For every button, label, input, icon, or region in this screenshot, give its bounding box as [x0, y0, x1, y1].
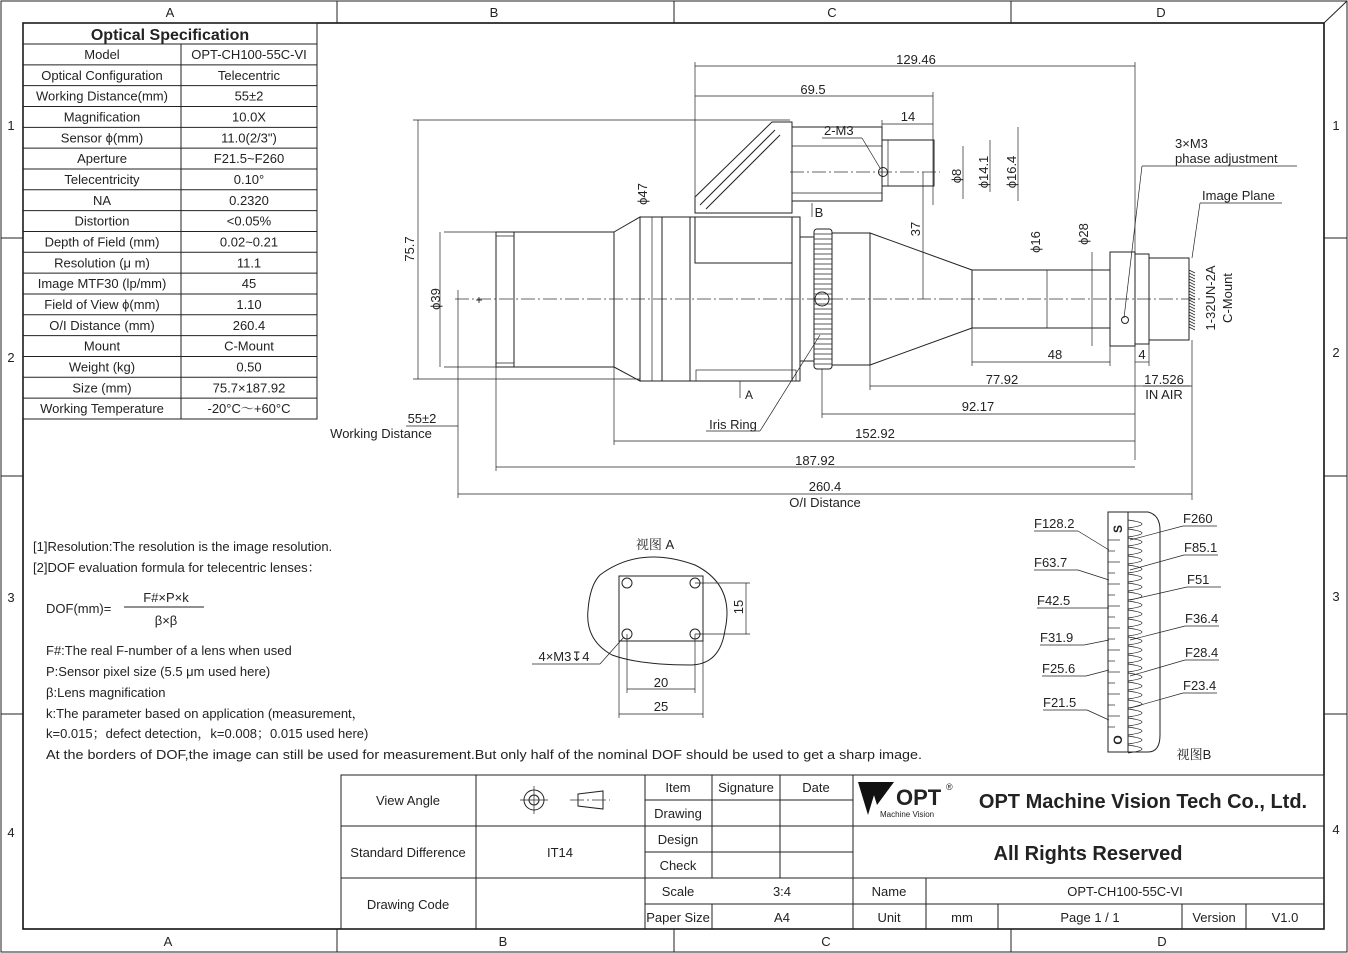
note-last: At the borders of DOF,the image can still be used for measurement.But only half of the nominal DOF should be used to get a sharp image.: [46, 747, 922, 762]
col-label: B: [498, 934, 508, 949]
row-label: 1: [1332, 118, 1340, 133]
company-name: OPT Machine Vision Tech Co., Ltd.: [978, 791, 1308, 813]
title-block: [341, 775, 1324, 929]
view-b-left-label: F42.5: [1037, 593, 1071, 608]
dim-129: 129.46: [896, 52, 936, 67]
drawing-code-label: Drawing Code: [366, 897, 450, 912]
row-label: 4: [7, 825, 15, 840]
col-label: D: [1157, 934, 1167, 949]
spec-value: 11.1: [236, 255, 262, 271]
spec-param: Size (mm): [72, 380, 132, 396]
spec-value: 0.2320: [229, 192, 269, 208]
dim-d16: ϕ16: [1028, 231, 1043, 253]
design-label: Design: [657, 832, 699, 847]
logo-text: OPT: [896, 785, 942, 810]
dim-4: 4: [1138, 347, 1146, 362]
view-b-left-label: F25.6: [1042, 661, 1076, 676]
view-b-left-label: F128.2: [1034, 516, 1075, 531]
iris-ring-label: Iris Ring: [709, 417, 757, 432]
scale-label: Scale: [661, 884, 695, 899]
col-label: B: [489, 5, 499, 20]
date-label: Date: [802, 780, 830, 795]
view-b-right-label: F36.4: [1185, 611, 1219, 626]
spec-value: Telecentric: [217, 67, 281, 83]
svg-text:®: ®: [946, 782, 953, 792]
unit-value: mm: [951, 910, 973, 925]
rights: All Rights Reserved: [993, 843, 1183, 865]
dim-48: 48: [1047, 347, 1063, 362]
view-b-right-label: F85.1: [1184, 540, 1218, 555]
spec-table: [23, 23, 317, 419]
signature-label: Signature: [718, 780, 774, 795]
spec-param: Weight (kg): [68, 359, 136, 375]
view-b-left-label: F63.7: [1034, 555, 1068, 570]
row-label: 3: [7, 590, 15, 605]
logo-sub: Machine Vision: [880, 810, 935, 819]
dim-14: 14: [900, 109, 916, 124]
view-a: [532, 537, 750, 718]
spec-value: 0.10°: [233, 171, 265, 187]
spec-value: C-Mount: [224, 338, 274, 354]
note-k1: k:The parameter based on application (measurement，: [46, 706, 365, 721]
spec-param: Telecentricity: [64, 171, 140, 187]
row-label: 2: [1332, 345, 1340, 360]
spec-value: 75.7×187.92: [212, 380, 286, 396]
view-b-right-label: F23.4: [1183, 678, 1217, 693]
dim-d141: ϕ14.1: [976, 155, 991, 189]
col-label: D: [1156, 5, 1166, 20]
spec-value: F21.5~F260: [213, 151, 285, 167]
dim-37: 37: [908, 221, 923, 237]
scale-value: 3:4: [772, 884, 792, 899]
spec-param: Model: [84, 47, 120, 62]
unit-label: Unit: [877, 910, 901, 925]
spec-param: Working Distance(mm): [36, 88, 168, 104]
dof-numerator: F#×P×k: [143, 590, 189, 605]
dim-7792: 77.92: [985, 372, 1019, 387]
view-b-title: 视图B: [1176, 747, 1212, 762]
view-b-right-label: F28.4: [1185, 645, 1219, 660]
dim-2m3: 2-M3: [824, 123, 854, 138]
paper-label: Paper Size: [646, 910, 710, 925]
spec-value: 11.0(2/3"): [221, 130, 277, 146]
row-label: 2: [7, 350, 15, 365]
dim-d28: ϕ28: [1076, 223, 1091, 245]
dim-d47: ϕ47: [635, 183, 650, 205]
spec-value: 10.0X: [232, 109, 266, 125]
spec-value: 260.4: [232, 317, 266, 333]
row-label: 1: [7, 118, 15, 133]
wd-value: 55±2: [407, 411, 437, 426]
svg-text:+: +: [475, 293, 483, 307]
version-value: V1.0: [1271, 910, 1299, 925]
view-b-left-label: F21.5: [1043, 695, 1077, 710]
dof-denominator: β×β: [154, 613, 178, 628]
view-b-right-label: F51: [1187, 572, 1210, 587]
spec-param: Resolution (μ m): [54, 255, 150, 271]
spec-param: Field of View ϕ(mm): [44, 296, 160, 312]
dof-label: DOF(mm)=: [46, 601, 112, 616]
spec-value: 0.50: [236, 359, 262, 375]
view-a-dim-20: 20: [653, 675, 669, 690]
spec-value: -20°C～+60°C: [207, 401, 291, 417]
notes: [33, 539, 922, 762]
name-label: Name: [871, 884, 907, 899]
dim-757: 75.7: [402, 236, 417, 262]
spec-value: OPT-CH100-55C-VI: [191, 47, 307, 62]
lens-side-view: [330, 52, 1297, 510]
item-label: Item: [665, 780, 691, 795]
col-label: C: [821, 934, 831, 949]
oi-distance: O/I Distance: [789, 495, 861, 510]
check-label: Check: [659, 858, 697, 873]
col-label: A: [165, 5, 175, 20]
spec-param: O/I Distance (mm): [49, 317, 155, 333]
col-label: A: [163, 934, 173, 949]
spec-value: 1.10: [236, 296, 262, 312]
spec-param: Distortion: [74, 213, 130, 229]
view-b-s: S: [1111, 524, 1125, 534]
spec-param: Image MTF30 (lp/mm): [37, 276, 167, 292]
dim-17526: 17.526: [1144, 372, 1184, 387]
view-angle-label: View Angle: [375, 793, 441, 808]
name-value: OPT-CH100-55C-VI: [1067, 884, 1183, 899]
row-label: 3: [1332, 589, 1340, 604]
view-b-marker: B: [814, 205, 824, 220]
m3x3-label: 3×M3: [1175, 136, 1208, 151]
spec-title: Optical Specification: [90, 27, 250, 44]
dim-d8: ϕ8: [949, 168, 964, 184]
spec-param: Mount: [83, 338, 121, 354]
view-a-holes: 4×M3↧4: [538, 649, 590, 664]
wd-label: Working Distance: [330, 426, 432, 441]
page-number: Page 1 / 1: [1060, 910, 1120, 925]
spec-param: Optical Configuration: [41, 67, 163, 83]
note-b: β:Lens magnification: [46, 685, 166, 700]
view-a-dim-15: 15: [731, 599, 746, 615]
std-diff-label: Standard Difference: [350, 845, 466, 860]
view-b-left-label: F31.9: [1040, 630, 1074, 645]
view-b: [1034, 511, 1221, 762]
spec-param: NA: [92, 192, 112, 208]
note-1: [1]Resolution:The resolution is the image resolution.: [33, 539, 333, 554]
spec-param: Magnification: [63, 109, 141, 125]
version-label: Version: [1192, 910, 1236, 925]
dim-d164: ϕ16.4: [1004, 155, 1019, 189]
image-plane-label: Image Plane: [1202, 188, 1275, 203]
cmount-label: C-Mount: [1220, 273, 1235, 323]
view-a-title: 视图 A: [635, 537, 675, 552]
col-label: C: [827, 5, 837, 20]
it14-value: IT14: [546, 845, 574, 860]
dim-15292: 152.92: [855, 426, 895, 441]
spec-value: 55±2: [234, 88, 264, 104]
view-a-marker: A: [744, 388, 754, 402]
thread-label: 1-32UN-2A: [1203, 265, 1218, 331]
spec-param: Sensor ϕ(mm): [60, 130, 144, 146]
view-b-o: O: [1111, 735, 1125, 745]
spec-value: <0.05%: [226, 213, 272, 229]
spec-param: Aperture: [77, 151, 127, 167]
dim-18792: 187.92: [795, 453, 835, 468]
in-air: IN AIR: [1145, 387, 1183, 402]
drawing-label: Drawing: [654, 806, 702, 821]
phase-label: phase adjustment: [1175, 151, 1278, 166]
note-2: [2]DOF evaluation formula for telecentric lenses：: [33, 560, 321, 575]
spec-param: Depth of Field (mm): [44, 234, 160, 250]
dim-9217: 92.17: [961, 399, 995, 414]
note-f: F#:The real F-number of a lens when used: [46, 643, 292, 658]
spec-value: 45: [241, 276, 257, 292]
dim-2604: 260.4: [808, 479, 842, 494]
dim-d39: ϕ39: [428, 288, 443, 310]
spec-value: 0.02~0.21: [219, 234, 279, 250]
view-a-dim-25: 25: [653, 699, 669, 714]
row-label: 4: [1332, 822, 1340, 837]
view-b-right-label: F260: [1183, 511, 1213, 526]
opt-logo: [858, 782, 953, 819]
spec-param: Working Temperature: [40, 401, 164, 417]
view-angle-symbol: [520, 786, 610, 814]
note-p: P:Sensor pixel size (5.5 μm used here): [46, 664, 271, 679]
dim-69: 69.5: [800, 82, 826, 97]
paper-value: A4: [774, 910, 790, 925]
note-k2: k=0.015；defect detection，k=0.008；0.015 used here): [46, 726, 369, 741]
